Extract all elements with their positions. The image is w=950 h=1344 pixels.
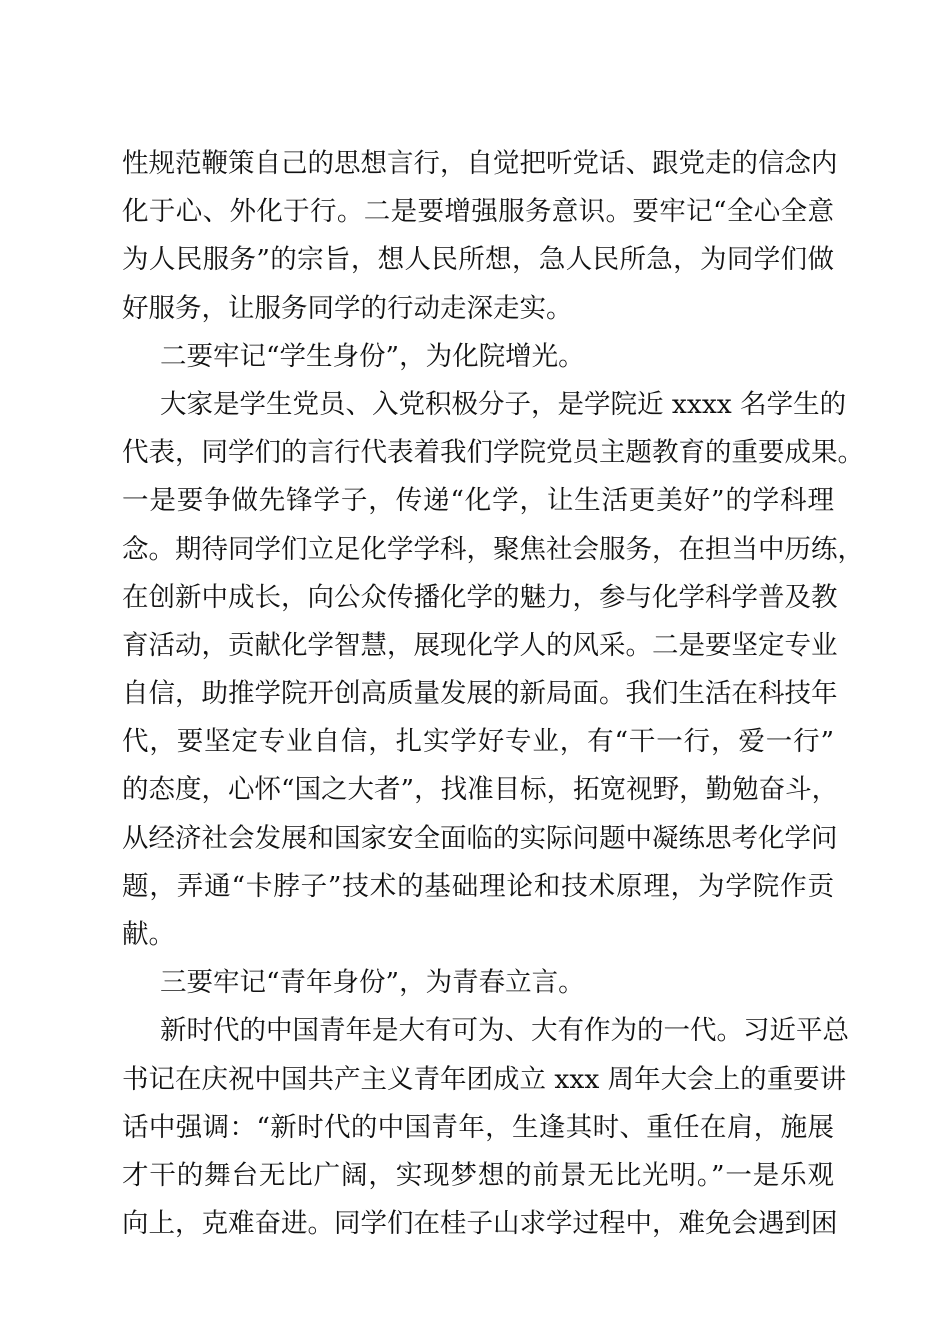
text-line: 代表，同学们的言行代表着我们学院党员主题教育的重要成果。 bbox=[122, 437, 864, 469]
text-line: 育活动，贡献化学智慧，展现化学人的风采。二是要坚定专业 bbox=[122, 629, 838, 661]
text-line: 代，要坚定专业自信，扎实学好专业，有“干一行，爱一行” bbox=[122, 726, 834, 758]
text-line: 从经济社会发展和国家安全面临的实际问题中凝练思考化学问 bbox=[122, 822, 838, 854]
text-line: 才干的舞台无比广阔，实现梦想的前景无比光明。”一是乐观 bbox=[122, 1159, 834, 1191]
text-line: 自信，助推学院开创高质量发展的新局面。我们生活在科技年 bbox=[122, 678, 838, 710]
text-line: 一是要争做先锋学子，传递“化学，让生活更美好”的学科理 bbox=[122, 485, 834, 517]
text-line: 话中强调：“新时代的中国青年，生逢其时、重任在肩，施展 bbox=[122, 1111, 834, 1143]
text-line: 在创新中成长，向公众传播化学的魅力，参与化学科学普及教 bbox=[122, 581, 838, 613]
text-line: 献。 bbox=[122, 919, 175, 950]
text-line: 书记在庆祝中国共产主义青年团成立 xxx 周年大会上的重要讲 bbox=[122, 1063, 847, 1095]
text-line: 向上，克难奋进。同学们在桂子山求学过程中，难免会遇到困 bbox=[122, 1208, 838, 1240]
text-line: 化于心、外化于行。二是要增强服务意识。要牢记“全心全意 bbox=[122, 196, 834, 228]
text-line: 大家是学生党员、入党积极分子，是学院近 xxxx 名学生的 bbox=[160, 388, 847, 420]
text-line: 的态度，心怀“国之大者”，找准目标，拓宽视野，勤勉奋斗， bbox=[122, 774, 839, 806]
section-heading-2: 二要牢记“学生身份”，为化院增光。 bbox=[160, 340, 585, 372]
section-heading-3: 三要牢记“青年身份”，为青春立言。 bbox=[160, 967, 585, 999]
text-line: 新时代的中国青年是大有可为、大有作为的一代。习近平总 bbox=[160, 1015, 849, 1047]
text-line: 性规范鞭策自己的思想言行，自觉把听党话、跟党走的信念内 bbox=[122, 148, 838, 179]
text-line: 念。期待同学们立足化学学科，聚焦社会服务，在担当中历练， bbox=[122, 533, 864, 565]
text-line: 为人民服务”的宗旨，想人民所想，急人民所急，为同学们做 bbox=[122, 244, 834, 276]
text-line: 好服务，让服务同学的行动走深走实。 bbox=[122, 292, 573, 324]
body-text bbox=[122, 140, 864, 1248]
text-line: 题，弄通“卡脖子”技术的基础理论和技术原理，为学院作贡 bbox=[122, 870, 834, 902]
